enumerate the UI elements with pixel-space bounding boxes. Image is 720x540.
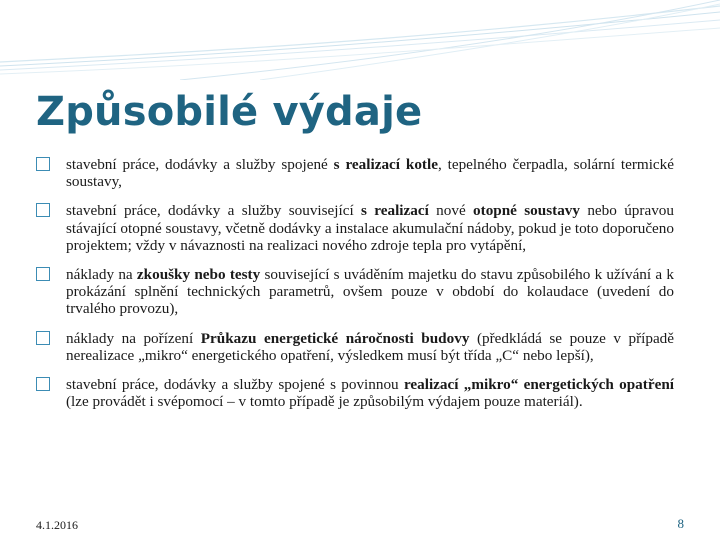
bullet-text	[66, 266, 674, 318]
checkbox-bullet-icon	[36, 377, 50, 391]
bullet-text-bold: s realizací	[361, 202, 429, 220]
bullet-text-segment: , tepelného čerpadla, solární termické soustavy,	[66, 156, 675, 191]
bullet-item	[36, 330, 674, 364]
bullet-text-segment: stavební práce, dodávky a služby spojené	[66, 156, 334, 173]
header-decoration	[0, 0, 720, 80]
bullet-item	[36, 376, 674, 410]
bullet-text-segment: stavební práce, dodávky a služby spojené s povinnou	[66, 376, 404, 394]
bullet-text-bold: otopné soustavy	[473, 202, 580, 220]
bullet-text-segment: (lze provádět i svépomocí – v tomto případě je způsobilým výdajem pouze materiál).	[66, 393, 583, 411]
bullet-text-bold: realizací „mikro“ energetických opatření	[403, 376, 674, 394]
bullet-text-segment: (předkládá se pouze v případě nerealizace „mikro“ energetického opatření, výsledkem musí být třída „C“ nebo lepší),	[66, 329, 675, 364]
checkbox-bullet-icon	[36, 203, 50, 217]
bullet-text-bold: zkoušky nebo testy	[136, 266, 261, 284]
footer-date: 4.1.2016	[36, 518, 78, 532]
bullet-text-bold: s realizací kotle	[333, 156, 438, 173]
bullet-item	[36, 202, 674, 254]
bullet-text-segment: nové	[428, 202, 474, 220]
bullet-text	[66, 202, 674, 254]
bullet-text-bold: Průkazu energetické náročnosti budovy	[200, 329, 470, 347]
bullet-item	[36, 266, 674, 318]
bullet-item	[36, 156, 674, 190]
bullet-text-segment: související s uváděním majetku do stavu způsobilého k užívání a k prokázání splnění technických parametrů, ovšem pouze v období do kolaudace (uvedení do trvalého provozu),	[66, 266, 674, 318]
checkbox-bullet-icon	[36, 157, 50, 171]
bullet-text-segment: stavební práce, dodávky a služby související	[66, 202, 362, 220]
bullet-text-segment: náklady na	[66, 266, 137, 284]
bullet-text	[66, 376, 674, 410]
page-number: 8	[677, 516, 684, 531]
bullet-text	[66, 156, 674, 190]
checkbox-bullet-icon	[36, 267, 50, 281]
checkbox-bullet-icon	[36, 331, 50, 345]
bullet-list	[36, 156, 674, 422]
bullet-text-segment: nebo úpravou stávající otopné soustavy, včetně dodávky a instalace akumulační nádoby, pokud je toto doporučeno projektem; vždy v návaznosti na realizaci nového zdroje tepla pro vytápění,	[66, 202, 674, 254]
slide-title: Způsobilé výdaje	[36, 89, 423, 135]
bullet-text-segment: náklady na pořízení	[66, 329, 201, 347]
bullet-text	[66, 330, 674, 364]
